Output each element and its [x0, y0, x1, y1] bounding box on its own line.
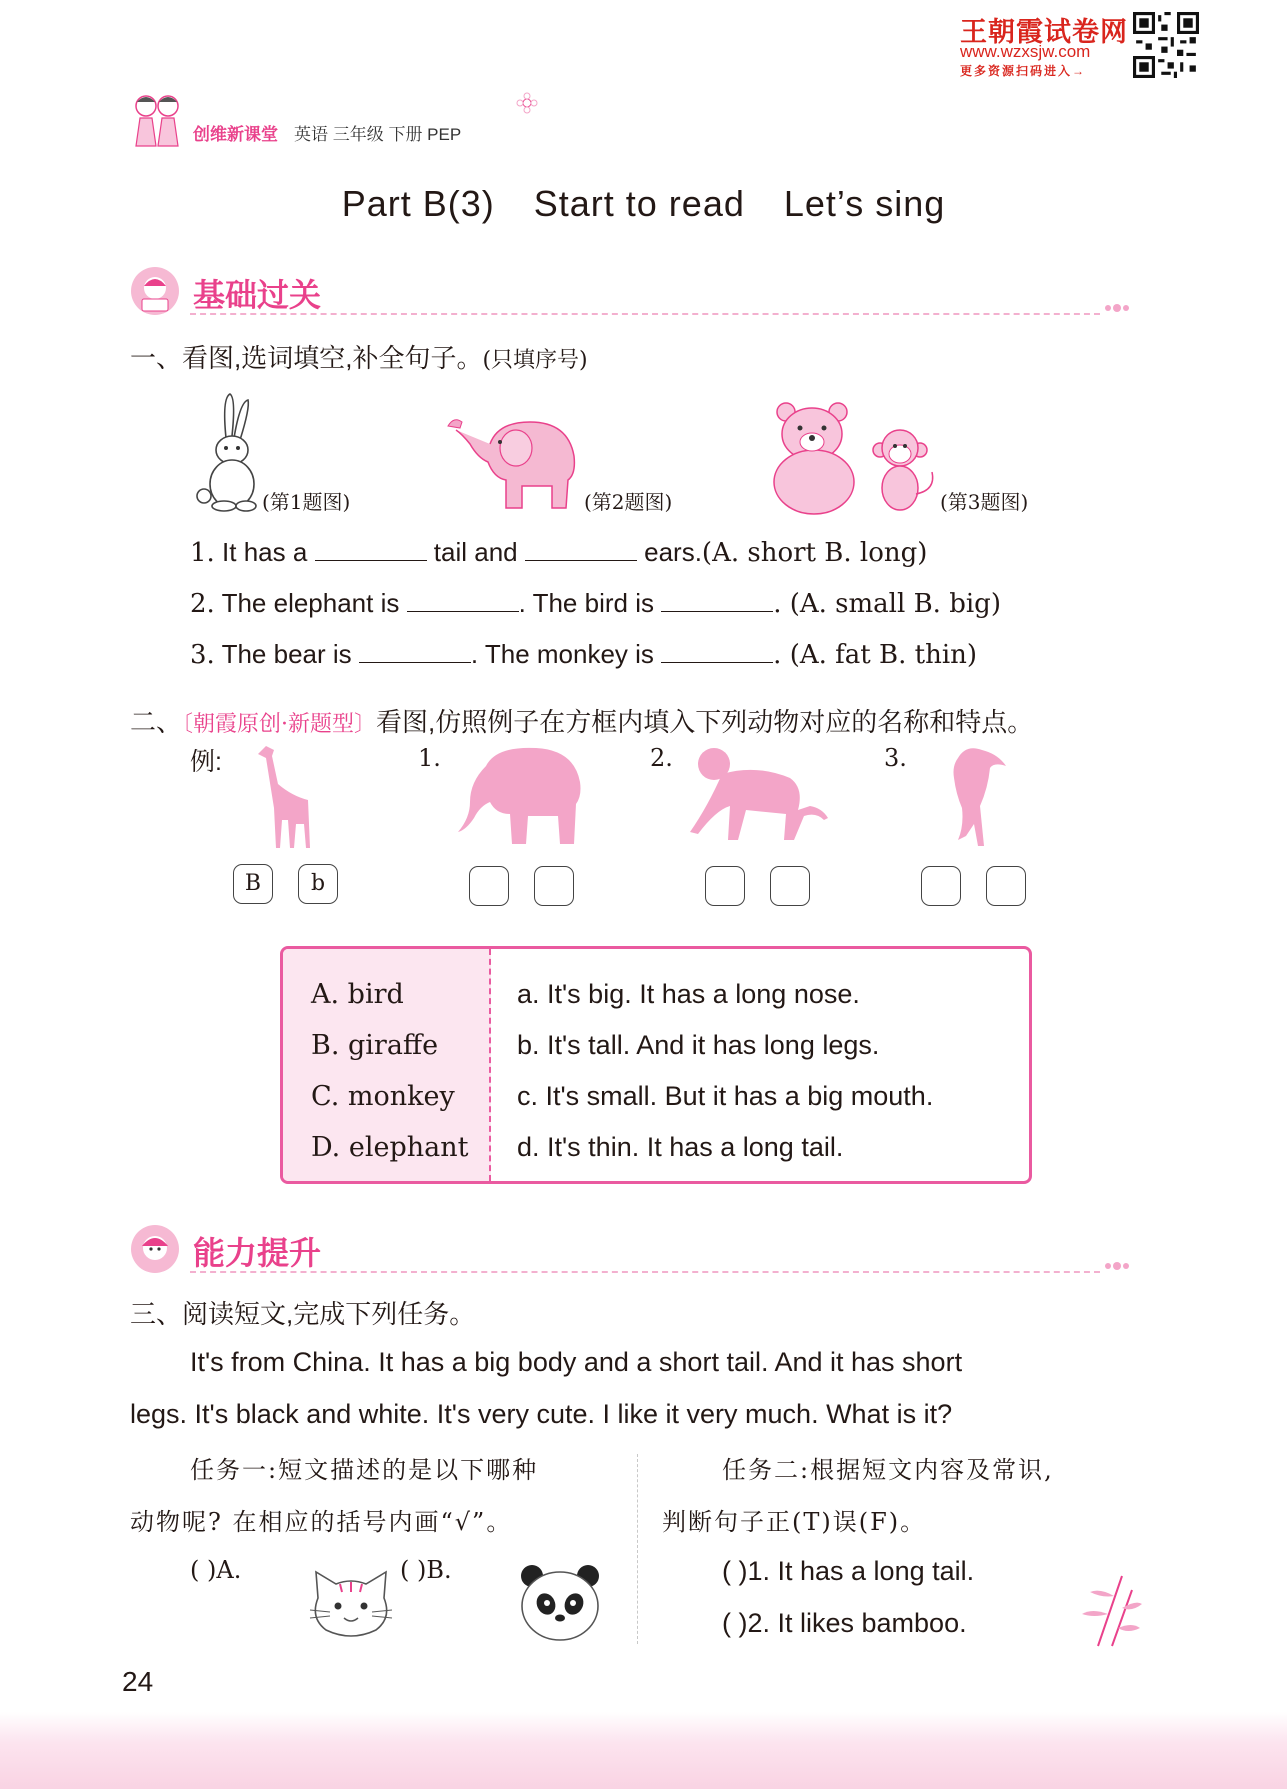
- animal-name: B. giraffe: [311, 1030, 439, 1061]
- title-start-to-read: Start to read: [533, 183, 745, 224]
- section2-banner: 能力提升: [193, 1235, 322, 1271]
- brand-logo: 王朝霞试卷网: [960, 17, 1128, 47]
- girl-reading-icon: [130, 266, 180, 316]
- task2-statement-2[interactable]: ( )2. It likes bamboo.: [722, 1608, 967, 1638]
- rabbit-icon: [188, 388, 268, 514]
- answer-box-3-name[interactable]: [921, 866, 961, 906]
- task1-line-1: 任务一:短文描述的是以下哪种: [190, 1456, 539, 1484]
- elephant-bird-icon: [440, 404, 588, 512]
- figure-caption-3: (第3题图): [940, 490, 1029, 514]
- task1-option-a[interactable]: ( )A.: [190, 1556, 242, 1584]
- task2-statement-1[interactable]: ( )1. It has a long tail.: [722, 1556, 975, 1586]
- task1-line-2: 动物呢? 在相应的括号内画“√”。: [130, 1508, 513, 1536]
- animal-name-row: [311, 1030, 438, 1061]
- answer-box-2-feature[interactable]: [770, 866, 810, 906]
- q1-s3-part-a: The bear is: [221, 639, 352, 669]
- animal-name: C. monkey: [311, 1081, 455, 1112]
- animal-feature: b. It's tall. And it has long legs.: [517, 1030, 880, 1060]
- answer-box-3-feature[interactable]: [986, 866, 1026, 906]
- section2-divider: [190, 1271, 1100, 1273]
- q2-num-2: 2.: [650, 744, 673, 772]
- q1-s1-options: (A. short B. long): [701, 538, 928, 568]
- q1-heading: [130, 338, 588, 375]
- title-lets-sing: Let’s sing: [783, 183, 946, 224]
- q1-sentence-1: [190, 534, 927, 568]
- matching-box: [280, 946, 1032, 1184]
- dots-ornament-icon: [1104, 300, 1130, 316]
- elephant-silhouette-icon: [456, 746, 588, 846]
- animal-name-row: [311, 1132, 468, 1163]
- q1-s1-num: 1.: [190, 538, 215, 568]
- q1-s1-part-b: tail and: [433, 537, 518, 567]
- bamboo-icon: [1078, 1574, 1142, 1648]
- animal-name: D. elephant: [311, 1132, 469, 1163]
- monkey-icon: [870, 424, 940, 516]
- giraffe-silhouette-icon: [252, 744, 318, 848]
- page-title: [0, 183, 1287, 225]
- q1-s1-blank-1[interactable]: [315, 534, 427, 561]
- q1-s2-part-a: The elephant is: [221, 588, 400, 618]
- figure-caption-2: (第2题图): [584, 490, 673, 514]
- q1-s3-options: . (A. fat B. thin): [773, 640, 978, 670]
- q2-prefix: 二、: [130, 707, 183, 737]
- q2-heading: [130, 702, 1033, 739]
- q1-s1-part-a: It has a: [222, 537, 308, 567]
- q1-heading-text: 一、看图,选词填空,补全句子。: [130, 343, 483, 373]
- book-details: 英语 三年级 下册 PEP: [294, 125, 462, 144]
- bear-icon: [766, 398, 862, 516]
- animal-feature: c. It's small. But it has a big mouth.: [517, 1081, 934, 1111]
- title-part: Part B(3): [341, 183, 495, 224]
- monkey-silhouette-icon: [686, 744, 830, 844]
- section1-divider: [190, 313, 1100, 315]
- q1-s3-part-b: . The monkey is: [470, 639, 654, 669]
- q1-s2-blank-1[interactable]: [407, 585, 519, 612]
- animal-feature: a. It's big. It has a long nose.: [517, 979, 860, 1009]
- panda-icon: [518, 1562, 602, 1644]
- task2-line-2: 判断句子正(T)误(F)。: [662, 1508, 927, 1536]
- reading-passage-line-1: It's from China. It has a big body and a short tail. And it has short: [190, 1347, 963, 1377]
- bird-silhouette-icon: [940, 744, 1008, 850]
- animal-name-row: [311, 1081, 455, 1112]
- q1-s3-blank-2[interactable]: [661, 636, 773, 663]
- example-answer-box-2: b: [298, 864, 338, 904]
- q1-s1-blank-2[interactable]: [525, 534, 637, 561]
- task-divider: [637, 1454, 638, 1644]
- q1-s3-blank-1[interactable]: [359, 636, 471, 663]
- task2-line-1: 任务二:根据短文内容及常识,: [722, 1456, 1054, 1484]
- book-info: [193, 120, 461, 145]
- qr-code-icon[interactable]: [1133, 12, 1199, 78]
- q1-sentence-2: [190, 585, 1001, 619]
- series-name: 创维新课堂: [193, 125, 278, 144]
- flower-icon: [516, 92, 538, 114]
- reading-passage-line-2: legs. It's black and white. It's very cute. I like it very much. What is it?: [130, 1399, 953, 1429]
- q2-num-1: 1.: [418, 744, 441, 772]
- answer-box-2-name[interactable]: [705, 866, 745, 906]
- answer-box-1-name[interactable]: [469, 866, 509, 906]
- q1-s3-num: 3.: [190, 640, 215, 670]
- animal-name: A. bird: [311, 979, 404, 1010]
- page-number: 24: [122, 1666, 154, 1697]
- animal-feature: d. It's thin. It has a long tail.: [517, 1132, 844, 1162]
- cat-icon: [306, 1568, 396, 1640]
- section1-banner: 基础过关: [193, 277, 322, 313]
- q2-tag: 〔朝霞原创·新题型〕: [182, 712, 377, 737]
- q2-num-3: 3.: [884, 744, 907, 772]
- q1-s1-part-c: ears.: [644, 537, 702, 567]
- q1-sentence-3: [190, 636, 977, 670]
- answer-box-1-feature[interactable]: [534, 866, 574, 906]
- example-label: 例:: [190, 748, 222, 776]
- q3-heading: 三、阅读短文,完成下列任务。: [130, 1299, 476, 1329]
- kids-mascot-icon: [126, 88, 190, 152]
- q1-s2-num: 2.: [190, 589, 215, 619]
- q1-s2-part-b: . The bird is: [518, 588, 654, 618]
- brand-hint: 更多资源扫码进入→: [960, 64, 1087, 78]
- figure-caption-1: (第1题图): [262, 490, 351, 514]
- brand-url[interactable]: www.wzxsjw.com: [960, 42, 1091, 61]
- q1-s2-blank-2[interactable]: [661, 585, 773, 612]
- animal-name-row: [311, 979, 404, 1010]
- q1-note: (只填序号): [482, 348, 588, 373]
- girl-thinking-icon: [130, 1224, 180, 1274]
- footer-band: [0, 1712, 1287, 1789]
- task1-option-b[interactable]: ( )B.: [400, 1556, 452, 1584]
- dots-ornament-icon: [1104, 1258, 1130, 1274]
- example-answer-box-1: B: [233, 864, 273, 904]
- q1-s2-options: . (A. small B. big): [773, 589, 1001, 619]
- q2-heading-text: 看图,仿照例子在方框内填入下列动物对应的名称和特点。: [376, 707, 1034, 737]
